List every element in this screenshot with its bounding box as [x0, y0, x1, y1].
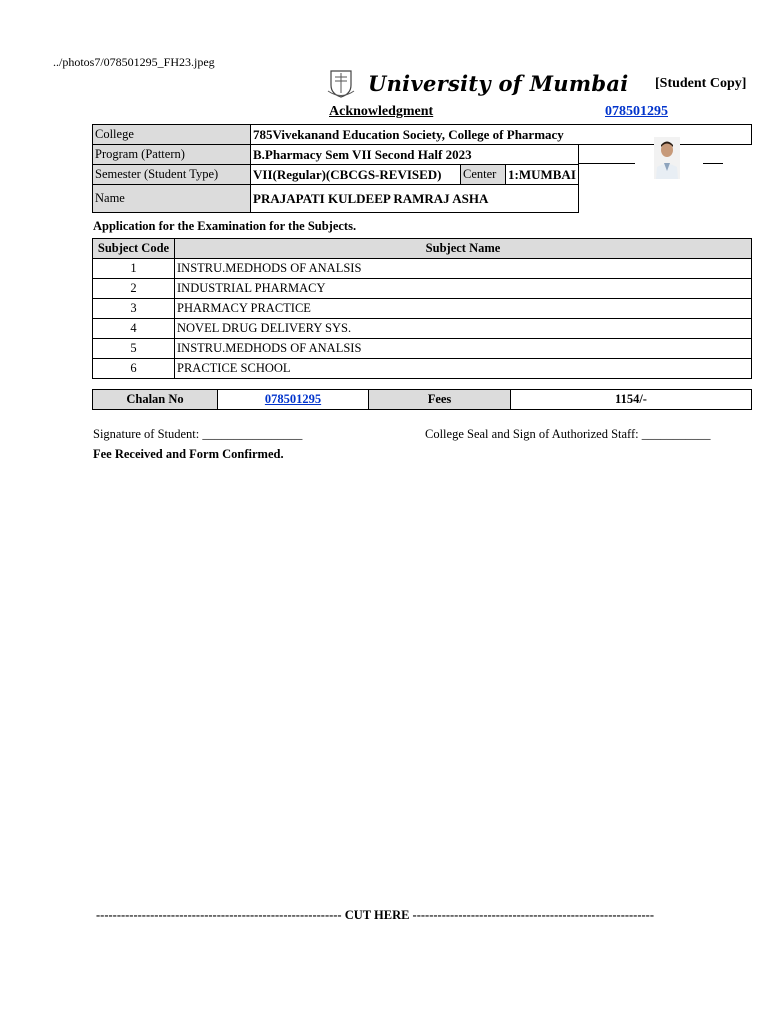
- fees-value: 1154/-: [511, 390, 752, 410]
- subject-name: PHARMACY PRACTICE: [175, 299, 752, 319]
- subject-code: 1: [93, 259, 175, 279]
- table-row: [93, 359, 752, 379]
- name-label: Name: [93, 185, 251, 213]
- copy-label: [Student Copy]: [655, 76, 747, 91]
- program-row: [93, 145, 752, 165]
- subject-code: 6: [93, 359, 175, 379]
- chalan-row: [93, 390, 752, 410]
- photo-path-text: ../photos7/078501295_FH23.jpeg: [53, 55, 215, 69]
- semester-label: Semester (Student Type): [93, 165, 251, 185]
- subject-code: 4: [93, 319, 175, 339]
- chalan-number-link[interactable]: 078501295: [218, 390, 369, 410]
- student-photo-cell: [578, 145, 751, 213]
- subjects-header-row: [93, 239, 752, 259]
- table-row: [93, 319, 752, 339]
- center-value: 1:MUMBAI: [506, 165, 579, 185]
- name-value: PRAJAPATI KULDEEP RAMRAJ ASHA: [251, 185, 579, 213]
- subject-name: NOVEL DRUG DELIVERY SYS.: [175, 319, 752, 339]
- college-label: College: [93, 125, 251, 145]
- student-signature-line: Signature of Student: ________________: [93, 427, 303, 441]
- subjects-table: [92, 238, 752, 379]
- acknowledgment-number-link[interactable]: 078501295: [605, 104, 668, 119]
- chalan-table: [92, 389, 752, 410]
- subject-code: 3: [93, 299, 175, 319]
- table-row: [93, 339, 752, 359]
- subject-name-header: Subject Name: [175, 239, 752, 259]
- table-row: [93, 259, 752, 279]
- subject-code-header: Subject Code: [93, 239, 175, 259]
- program-value: B.Pharmacy Sem VII Second Half 2023: [251, 145, 579, 165]
- semester-value: VII(Regular)(CBCGS-REVISED): [251, 165, 461, 185]
- application-line: Application for the Examination for the Subjects.: [93, 219, 357, 233]
- fees-label: Fees: [369, 390, 511, 410]
- student-photo: [654, 137, 680, 179]
- subject-name: INDUSTRIAL PHARMACY: [175, 279, 752, 299]
- subject-code: 2: [93, 279, 175, 299]
- college-row: [93, 125, 752, 145]
- university-title: University of Mumbai: [368, 71, 629, 96]
- subject-code: 5: [93, 339, 175, 359]
- staff-signature-line: College Seal and Sign of Authorized Staff: ___________: [425, 427, 711, 441]
- subject-name: PRACTICE SCHOOL: [175, 359, 752, 379]
- fee-received-text: Fee Received and Form Confirmed.: [93, 447, 284, 461]
- table-row: [93, 279, 752, 299]
- student-info-table: [92, 124, 752, 213]
- center-label: Center: [461, 165, 506, 185]
- college-value: 785Vivekanand Education Society, College of Pharmacy: [251, 125, 752, 145]
- subject-name: INSTRU.MEDHODS OF ANALSIS: [175, 339, 752, 359]
- table-row: [93, 299, 752, 319]
- subject-name: INSTRU.MEDHODS OF ANALSIS: [175, 259, 752, 279]
- acknowledgment-heading: Acknowledgment: [329, 104, 434, 119]
- program-label: Program (Pattern): [93, 145, 251, 165]
- cut-here-line: ----------------------------------------------------------- CUT HERE ----------------------------------------------------------: [96, 908, 654, 922]
- chalan-label: Chalan No: [93, 390, 218, 410]
